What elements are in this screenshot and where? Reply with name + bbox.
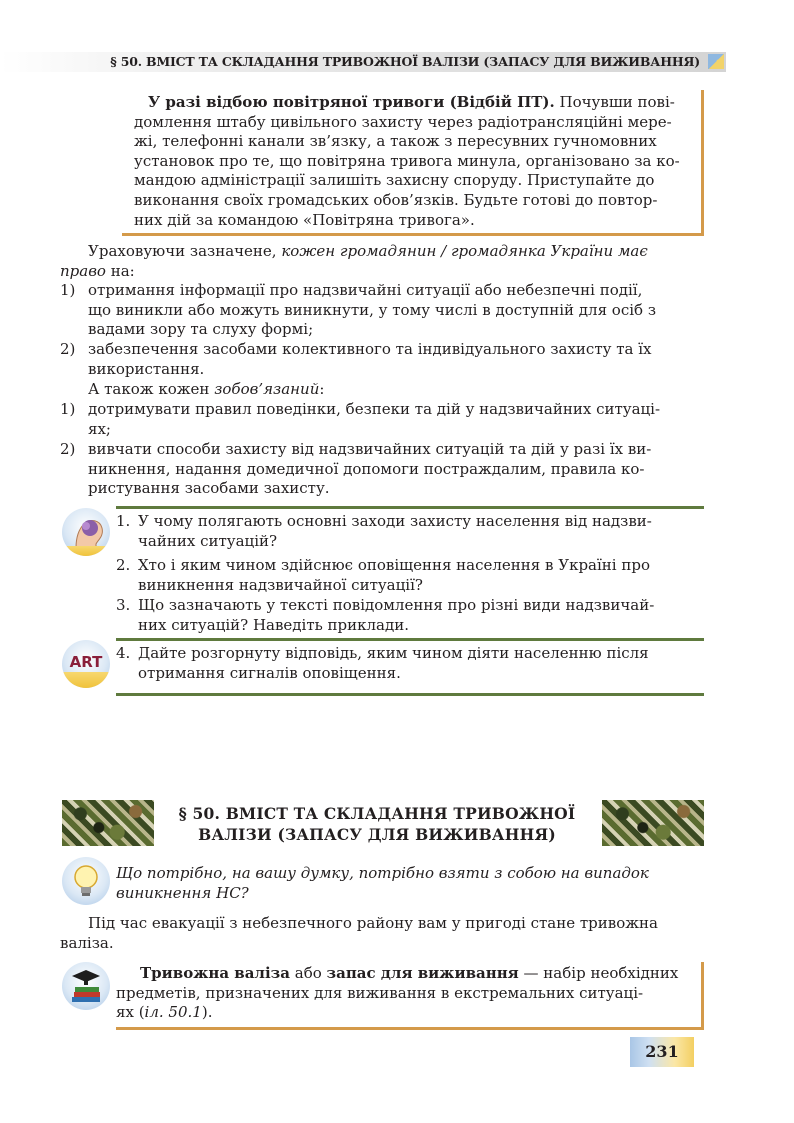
all-clear-line-0: У разі відбою повітряної тривоги (Відбій ПТ). Почувши пові-: [148, 93, 675, 111]
lightbulb-icon: [62, 857, 110, 905]
section-title: § 50. ВМІСТ ТА СКЛАДАННЯ ТРИВОЖНОЇ ВАЛІЗИ (ЗАПАСУ ДЛЯ ВИЖИВАННЯ): [178, 804, 576, 844]
question-item: 1. У чому полягають основні заходи захисту населення від надзви- чайних ситуацій?: [116, 512, 652, 550]
brain-head-icon: [62, 508, 110, 556]
all-clear-title: У разі відбою повітряної тривоги (Відбій ПТ).: [148, 93, 555, 111]
page-number: 231: [630, 1037, 694, 1067]
art-icon-label: ART: [69, 653, 103, 671]
rights-item: 2) забезпечення засобами колективного та індивідуального захисту та їх використання.: [60, 340, 652, 378]
definition-line: предметів, призначених для виживання в екстремальних ситуаці-: [116, 983, 644, 1002]
camouflage-pattern-right: [602, 800, 704, 846]
all-clear-line: них дій за командою «Повітряна тривога».: [134, 210, 475, 229]
definition-line: Тривожна валіза або запас для виживання — набір необхідних: [140, 964, 679, 982]
all-clear-line: мандою адміністрації залишіть захисну споруду. Приступайте до: [134, 171, 655, 190]
question-item: 3. Що зазначають у тексті повідомлення про різні види надзвичай- них ситуацій? Наведіть приклади.: [116, 596, 655, 634]
lightbulb-icon-graphic: [62, 857, 110, 905]
question-item: 2. Хто і яким чином здійснює оповіщення населення в Україні про виникнення надзвичайної ситуації?: [116, 556, 650, 594]
running-header: § 50. ВМІСТ ТА СКЛАДАННЯ ТРИВОЖНОЇ ВАЛІЗИ (ЗАПАСУ ДЛЯ ВИЖИВАННЯ): [110, 54, 700, 69]
art-task-item: 4. Дайте розгорнуту відповідь, яким чином діяти населенню після отримання сигналів оповіщення.: [116, 644, 649, 682]
all-clear-box: [122, 90, 704, 236]
books-graduation-cap-icon: [62, 962, 110, 1010]
art-top-rule: [116, 638, 704, 641]
definition-line: ях (іл. 50.1).: [116, 1003, 213, 1022]
rights-intro: Ураховуючи зазначене, кожен громадянин / громадянка України має право на:: [60, 242, 648, 280]
rights-item: 1) отримання інформації про надзвичайні ситуації або небезпечні події, що виникли або можуть виникнути, у тому числі в доступній для осіб з вадами зору та слуху формі;: [60, 281, 657, 339]
all-clear-line: виконання своїх громадських обов’язків. Будьте готові до повтор-: [134, 190, 658, 209]
art-bottom-rule: [116, 693, 704, 696]
art-icon: [62, 640, 110, 688]
all-clear-line: жі, телефонні канали зв’язку, а також з пересувних гучномовних: [134, 132, 657, 151]
books-icon-graphic: [62, 962, 110, 1010]
duties-item: 1) дотримувати правил поведінки, безпеки та дій у надзвичайних ситуаці- ях;: [60, 400, 661, 438]
duties-intro: А також кожен зобов’язаний:: [88, 380, 325, 398]
icon-band: [62, 546, 110, 556]
camouflage-pattern-left: [62, 800, 154, 846]
all-clear-line: установок про те, що повітряна тривога минула, організовано за ко-: [134, 151, 680, 170]
all-clear-line: домлення штабу цивільного захисту через радіотрансляційні мере-: [134, 112, 672, 131]
icon-band: [62, 672, 110, 688]
evacuation-paragraph: Під час евакуації з небезпечного району вам у пригоді стане тривожна валіза.: [60, 914, 658, 952]
header-corner-mark: [708, 54, 724, 69]
duties-item: 2) вивчати способи захисту від надзвичайних ситуацій та дій у разі їх ви- никнення, надання домедичної допомоги постраждалим, правила ко- ристування засобами захисту.: [60, 440, 652, 498]
questions-top-rule: [116, 506, 704, 509]
think-question: Що потрібно, на вашу думку, потрібно взяти з собою на випадок виникнення НС?: [116, 864, 649, 902]
definition-box: [116, 962, 704, 1030]
